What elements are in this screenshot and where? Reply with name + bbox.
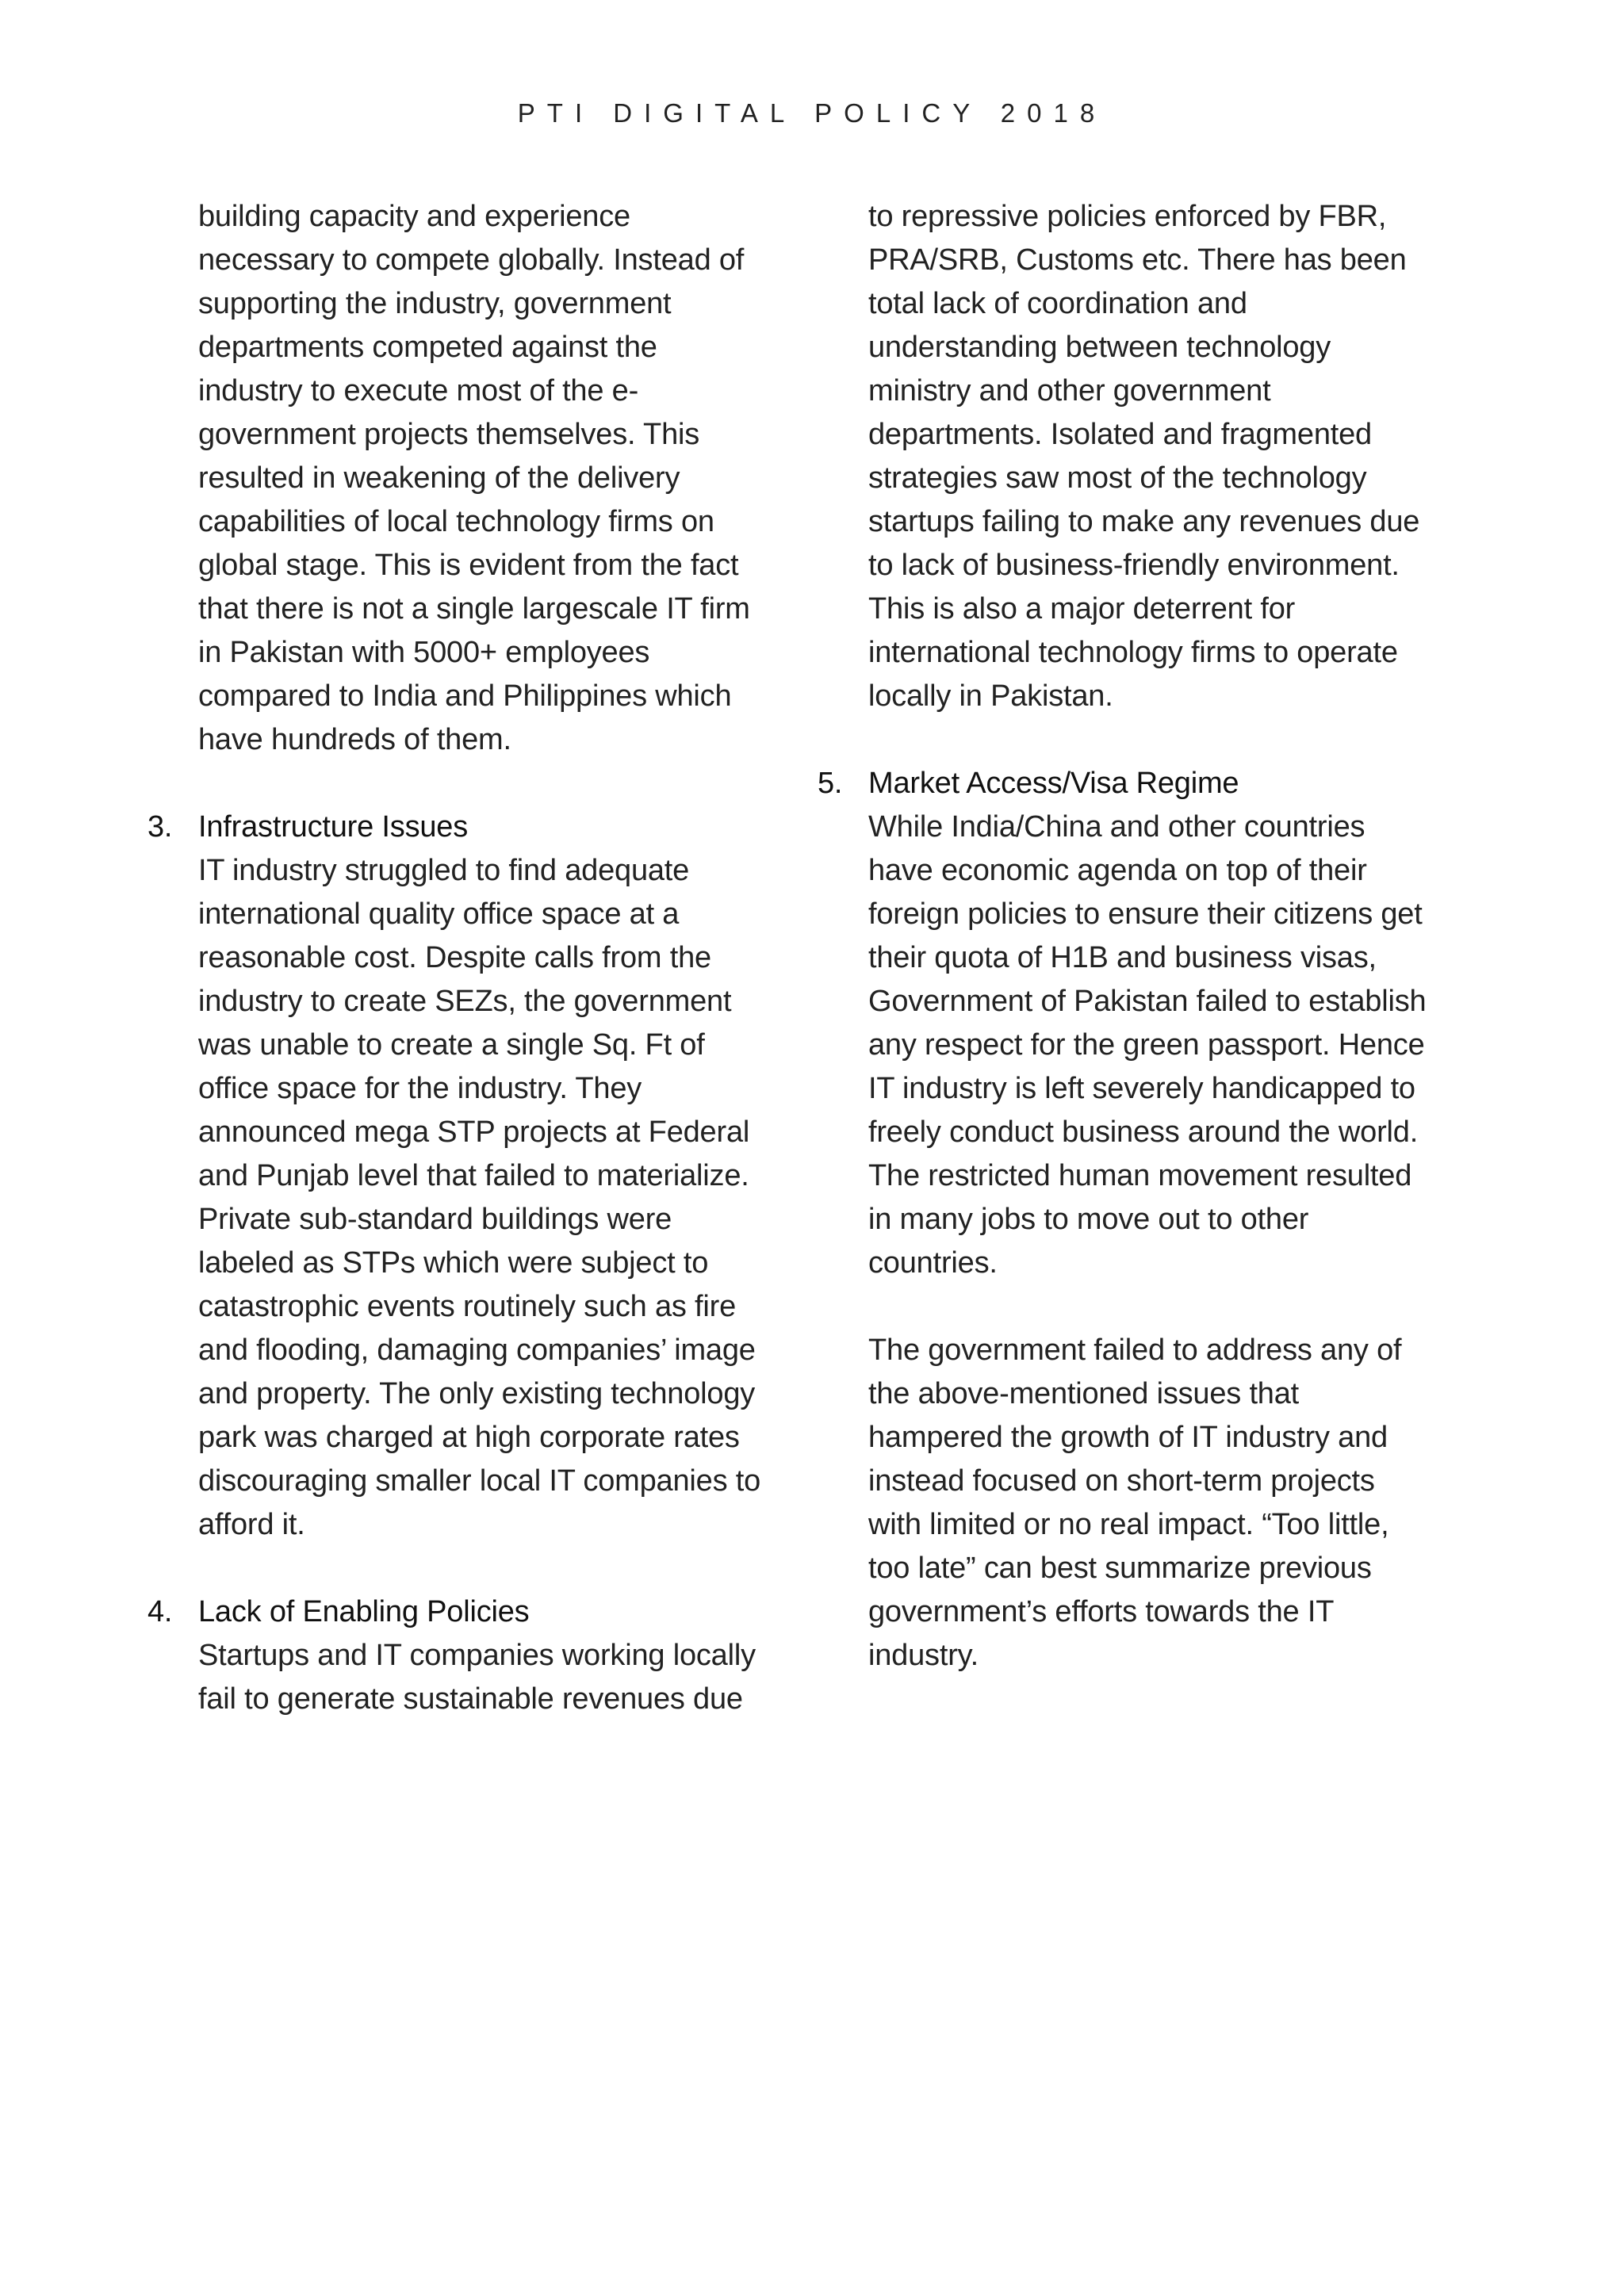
text-line: Private sub-standard buildings were <box>198 1203 672 1236</box>
section-title: Infrastructure Issues <box>198 810 469 844</box>
text-line: in many jobs to move out to other <box>868 1203 1309 1236</box>
text-line: industry to create SEZs, the government <box>198 985 732 1018</box>
text-line: capabilities of local technology firms on <box>198 505 714 538</box>
text-line: and property. The only existing technology <box>198 1377 756 1410</box>
text-line: any respect for the green passport. Hence <box>868 1028 1425 1062</box>
text-line: to repressive policies enforced by FBR, <box>868 200 1387 233</box>
text-line: park was charged at high corporate rates <box>198 1421 740 1454</box>
text-line: with limited or no real impact. “Too little, <box>868 1508 1389 1541</box>
text-line: have economic agenda on top of their <box>868 854 1367 887</box>
text-line: and flooding, damaging companies’ image <box>198 1334 756 1367</box>
section-heading <box>147 806 782 849</box>
text-line: global stage. This is evident from the fact <box>198 549 739 582</box>
text-line: locally in Pakistan. <box>868 679 1113 713</box>
section-number: 3. <box>147 810 173 844</box>
text-line: countries. <box>868 1246 998 1280</box>
section-lack-of-enabling-policies <box>147 1590 782 1721</box>
text-line: IT industry struggled to find adequate <box>198 854 690 887</box>
text-line: departments competed against the <box>198 331 657 364</box>
text-line: Startups and IT companies working locally <box>198 1639 756 1672</box>
text-line: industry to execute most of the e- <box>198 374 639 408</box>
text-line: The restricted human movement resulted <box>868 1159 1412 1192</box>
text-line: PRA/SRB, Customs etc. There has been <box>868 243 1407 277</box>
continued-paragraph <box>868 195 1468 718</box>
text-line: their quota of H1B and business visas, <box>868 941 1377 974</box>
text-line: hampered the growth of IT industry and <box>868 1421 1388 1454</box>
text-line: departments. Isolated and fragmented <box>868 418 1372 451</box>
text-line: afford it. <box>198 1508 305 1541</box>
section-heading <box>147 1590 782 1634</box>
text-line: fail to generate sustainable revenues due <box>198 1682 743 1716</box>
intro-paragraph <box>198 195 782 762</box>
section-title: Market Access/Visa Regime <box>868 767 1239 800</box>
text-line: and Punjab level that failed to materialize. <box>198 1159 749 1192</box>
section-market-access-visa-regime <box>818 762 1468 1285</box>
conclusion-paragraph <box>868 1329 1468 1678</box>
text-line: government projects themselves. This <box>198 418 700 451</box>
text-line: foreign policies to ensure their citizens get <box>868 897 1423 931</box>
text-line: international technology firms to operate <box>868 636 1398 669</box>
text-line: freely conduct business around the world. <box>868 1115 1419 1149</box>
text-line: compared to India and Philippines which <box>198 679 732 713</box>
text-line: in Pakistan with 5000+ employees <box>198 636 650 669</box>
text-line: discouraging smaller local IT companies to <box>198 1464 761 1498</box>
text-line: IT industry is left severely handicapped to <box>868 1072 1415 1105</box>
section-body <box>868 806 1468 1285</box>
text-line: resulted in weakening of the delivery <box>198 461 680 495</box>
text-line: industry. <box>868 1639 979 1672</box>
text-line: labeled as STPs which were subject to <box>198 1246 709 1280</box>
text-line: strategies saw most of the technology <box>868 461 1367 495</box>
text-line: catastrophic events routinely such as fire <box>198 1290 737 1323</box>
text-line: The government failed to address any of <box>868 1334 1402 1367</box>
section-body <box>198 849 782 1547</box>
text-line: the above-mentioned issues that <box>868 1377 1300 1410</box>
text-line: ministry and other government <box>868 374 1271 408</box>
text-line: that there is not a single largescale IT firm <box>198 592 750 626</box>
text-line: international quality office space at a <box>198 897 680 931</box>
section-body <box>198 1634 782 1721</box>
text-line: Government of Pakistan failed to establish <box>868 985 1427 1018</box>
section-number: 4. <box>147 1595 173 1628</box>
text-line: government’s efforts towards the IT <box>868 1595 1335 1628</box>
text-line: have hundreds of them. <box>198 723 511 756</box>
text-line: understanding between technology <box>868 331 1331 364</box>
right-column <box>818 195 1468 1678</box>
text-line: necessary to compete globally. Instead of <box>198 243 745 277</box>
text-line: total lack of coordination and <box>868 287 1247 320</box>
text-line: startups failing to make any revenues due <box>868 505 1420 538</box>
text-line: was unable to create a single Sq. Ft of <box>198 1028 705 1062</box>
text-line: While India/China and other countries <box>868 810 1365 844</box>
text-line: too late” can best summarize previous <box>868 1552 1372 1585</box>
text-line: office space for the industry. They <box>198 1072 642 1105</box>
section-heading <box>818 762 1468 806</box>
section-number: 5. <box>818 767 843 800</box>
text-line: instead focused on short-term projects <box>868 1464 1375 1498</box>
text-line: reasonable cost. Despite calls from the <box>198 941 711 974</box>
section-title: Lack of Enabling Policies <box>198 1595 530 1628</box>
text-line: supporting the industry, government <box>198 287 672 320</box>
text-line: This is also a major deterrent for <box>868 592 1296 626</box>
left-column <box>147 195 782 1721</box>
page-header: PTI DIGITAL POLICY 2018 <box>517 98 1107 128</box>
section-infrastructure-issues <box>147 806 782 1547</box>
text-line: announced mega STP projects at Federal <box>198 1115 750 1149</box>
conclusion <box>818 1329 1468 1678</box>
text-line: to lack of business-friendly environment. <box>868 549 1400 582</box>
text-line: building capacity and experience <box>198 200 630 233</box>
